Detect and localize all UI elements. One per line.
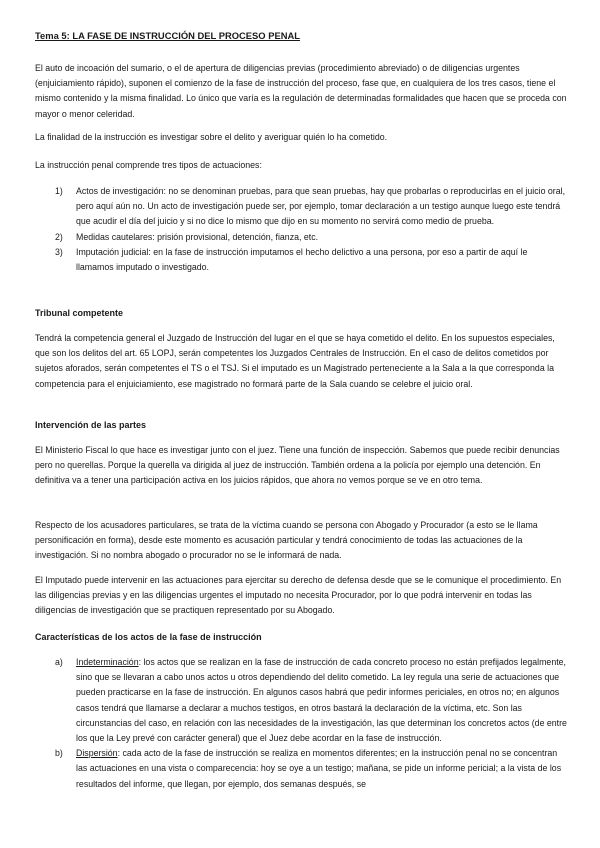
term-dispersion: Dispersión: [76, 748, 118, 759]
tribunal-paragraph: Tendrá la competencia general el Juzgado de Instrucción del lugar en el que se haya cometido el delito. En los supuestos especiales, que son los delitos del art. 65 LOPJ, serán competentes los Juzgados Centrales de Instrucción. En el caso de delitos cometidos por sujetos aforados, serán competentes el TS o el TSJ. Si el imputado es un Magistrado perteneciente a la Sala a la que corresponda la competencia para el enjuiciamiento, ese magistrado no formará parte de la Sala cuando se celebre el juicio oral.: [35, 333, 555, 389]
section-heading-intervencion: Intervención de las partes: [35, 420, 147, 430]
list-item-text: : cada acto de la fase de instrucción se realiza en momentos diferentes; en la instrucción penal no se concentran las actuaciones en una vista o comparecencia: hoy se oye a un testigo; mañana, se pide un informe pericial; a la vista de los resultados del informe, que llegan, por ejemplo, dos semanas después, se: [76, 748, 562, 789]
list-item-text: : los actos que se realizan en la fase de instrucción de cada concreto proceso no están prefijados legalmente, sino que se llevaran a cabo unos actos u otros dependiendo del delito cometido. La ley regula una serie de actuaciones que pueden practicarse en la fase de instrucción. En algunos casos habrá que pedir informes periciales, en otros no; en algunos casos tendrá que llamarse a declarar a muchos testigos, en otros bastará la declaración de la víctima, etc. Son las circunstancias del caso, en relación con las necesidades de la investigación, las que determinan los concretos actos (de entre los que la Ley prevé con carácter general) que el Juez debe acordar en la fase de instrucción.: [76, 657, 567, 744]
list-item: [35, 655, 567, 746]
intervencion-paragraph-2: Respecto de los acusadores particulares, se trata de la víctima cuando se persona con Abogado y Procurador (a esto se le llama personificación en forma), desde este momento es acusación particular y tendrá conocimiento de todas las actuaciones de la investigación. Si no nombra abogado o procurador no se le informará de nada.: [35, 520, 538, 561]
caracteristicas-list: [35, 655, 567, 792]
intro-paragraph-3: La instrucción penal comprende tres tipos de actuaciones:: [35, 160, 262, 170]
list-item: [35, 230, 567, 245]
page-title: Tema 5: LA FASE DE INSTRUCCIÓN DEL PROCESO PENAL: [35, 30, 300, 41]
list-letter: a): [55, 657, 63, 667]
list-item: [35, 184, 567, 230]
section-heading-caracteristicas: Características de los actos de la fase de instrucción: [35, 632, 262, 642]
intervencion-paragraph-1: El Ministerio Fiscal lo que hace es investigar junto con el juez. Tiene una función de inspección. Sabemos que puede recibir denuncias pero no querellas. Porque la querella va dirigida al juez de instrucción. También ordena a la policía por ejemplo una detención. En definitiva va a tener una participación activa en los juicios rápidos, que ahora no vemos porque se ve en otro tema.: [35, 445, 560, 486]
intro-paragraph-1: El auto de incoación del sumario, o el de apertura de diligencias previas (procedimiento abreviado) o de diligencias urgentes (enjuiciamiento rápido), suponen el comienzo de la fase de instrucción del proceso, fase que, en cualquiera de los tres casos, tiene el mismo contenido y la misma finalidad. Lo único que varía es la regulación de determinadas formalidades que hacen que se proceda con mayor o menor celeridad.: [35, 63, 567, 119]
list-number: 2): [55, 231, 63, 242]
list-letter: b): [55, 748, 63, 759]
list-item: [35, 245, 567, 275]
list-item-text: Actos de investigación: no se denominan pruebas, para que sean pruebas, hay que probarlas o reproducirlas en el juicio oral, pero aquí aún no. Un acto de investigación puede ser, por ejemplo, tomar declaración a un testigo aunque luego este tendrá que acudir el día del juicio y si no dice lo mismo que dijo en su momento no servirá como medio de prueba.: [76, 186, 566, 227]
list-item-text: Imputación judicial: en la fase de instrucción imputamos el hecho delictivo a una persona, por eso a partir de aquí le llamamos imputado o investigado.: [76, 246, 528, 273]
list-item: [35, 746, 567, 792]
list-number: 1): [55, 186, 63, 196]
intervencion-paragraph-3: El Imputado puede intervenir en las actuaciones para ejercitar su derecho de defensa desde que se le comunique el procedimiento. En las diligencias previas y en las diligencias urgentes el imputado no necesita Procurador, por lo que podrá intervenir en todas las diligencias de investigación que se practiquen representado por su Abogado.: [35, 575, 562, 616]
term-indeterminacion: Indeterminación: [76, 657, 139, 667]
intro-paragraph-2: La finalidad de la instrucción es investigar sobre el delito y averiguar quién lo ha cometido.: [35, 132, 388, 142]
list-number: 3): [55, 246, 63, 257]
actuaciones-list: [35, 184, 567, 275]
section-heading-tribunal: Tribunal competente: [35, 308, 124, 318]
list-item-text: Medidas cautelares: prisión provisional, detención, fianza, etc.: [76, 231, 319, 242]
